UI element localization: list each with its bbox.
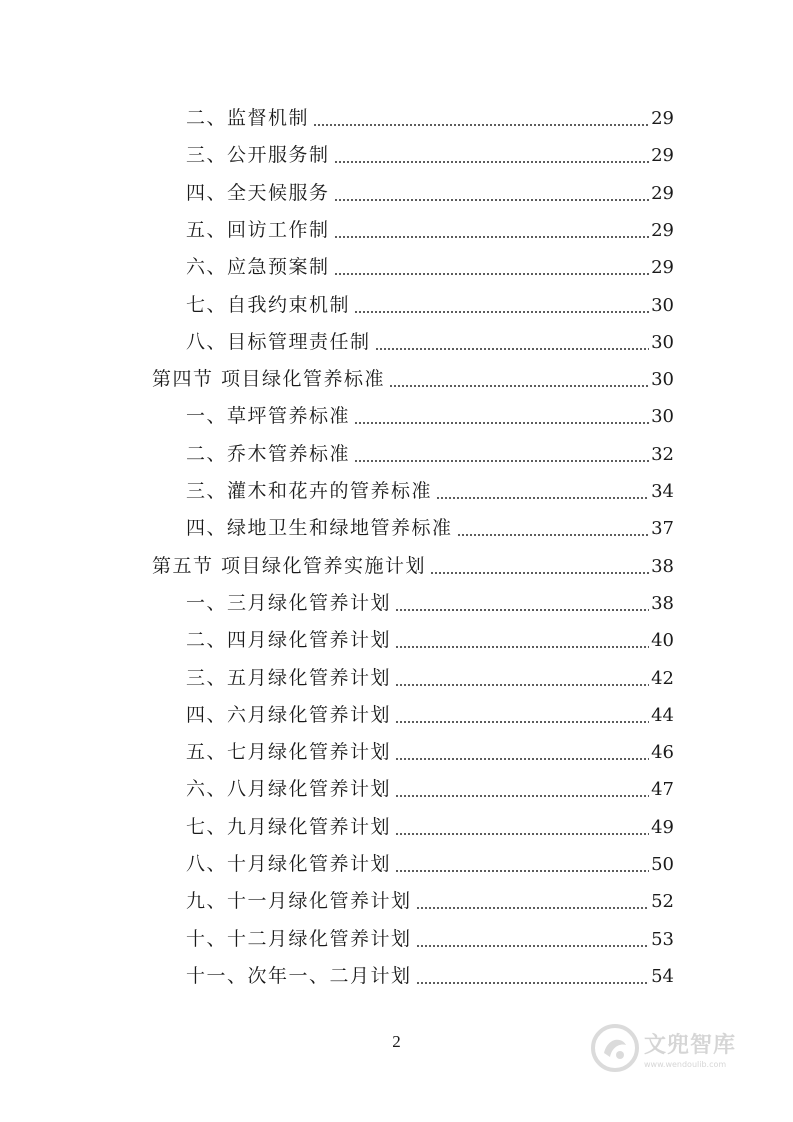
toc-entry-page: 54 [651, 966, 674, 987]
toc-entry[interactable] [186, 137, 674, 174]
toc-entry-title: 第四节 项目绿化管养标准 [152, 368, 386, 390]
toc-entry-page: 29 [651, 257, 674, 278]
toc-entry-title: 二、乔木管养标准 [186, 443, 351, 465]
toc-dot-leader [375, 348, 650, 350]
toc-dot-leader [334, 161, 650, 163]
toc-entry-title: 八、目标管理责任制 [186, 331, 371, 353]
toc-dot-leader [334, 273, 650, 275]
toc-dot-leader [457, 534, 650, 536]
toc-entry-title: 七、九月绿化管养计划 [186, 816, 392, 838]
wendou-logo-icon [590, 1023, 640, 1073]
toc-dot-leader [395, 609, 649, 611]
toc-entry[interactable] [186, 846, 674, 883]
toc-entry-page: 30 [651, 369, 674, 390]
page-number: 2 [392, 1032, 401, 1051]
watermark-url: www.wendoulib.com [644, 1059, 727, 1069]
toc-entry-title: 三、五月绿化管养计划 [186, 667, 392, 689]
toc-entry-page: 30 [651, 332, 674, 353]
toc-entry[interactable] [186, 175, 674, 212]
toc-dot-leader [334, 236, 650, 238]
toc-dot-leader [395, 833, 649, 835]
toc-entry-title: 一、草坪管养标准 [186, 405, 351, 427]
toc-dot-leader [395, 721, 649, 723]
toc-entry-title: 四、绿地卫生和绿地管养标准 [186, 517, 453, 539]
toc-entry-title: 四、全天候服务 [186, 182, 330, 204]
toc-entry-page: 46 [651, 742, 674, 763]
toc-dot-leader [416, 982, 650, 984]
toc-entry[interactable] [186, 958, 674, 995]
toc-entry-page: 53 [651, 929, 674, 950]
toc-entry[interactable] [152, 548, 674, 585]
toc-dot-leader [354, 422, 649, 424]
toc-dot-leader [354, 311, 649, 313]
toc-entry-title: 第五节 项目绿化管养实施计划 [152, 555, 427, 577]
toc-entry-page: 30 [651, 295, 674, 316]
toc-dot-leader [395, 795, 649, 797]
toc-entry-page: 47 [651, 779, 674, 800]
toc-entry-page: 40 [651, 630, 674, 651]
toc-entry-page: 29 [651, 220, 674, 241]
toc-entry-title: 九、十一月绿化管养计划 [186, 890, 412, 912]
toc-dot-leader [416, 907, 650, 909]
toc-entry-page: 38 [651, 556, 674, 577]
toc-entry[interactable] [186, 622, 674, 659]
toc-entry-page: 38 [651, 593, 674, 614]
toc-dot-leader [430, 572, 649, 574]
toc-dot-leader [395, 684, 649, 686]
toc-entry-title: 七、自我约束机制 [186, 294, 351, 316]
toc-entry[interactable] [186, 100, 674, 137]
toc-entry[interactable] [186, 212, 674, 249]
toc-entry-title: 五、七月绿化管养计划 [186, 741, 392, 763]
toc-entry-title: 三、公开服务制 [186, 144, 330, 166]
toc-dot-leader [334, 199, 650, 201]
toc-entry-page: 29 [651, 145, 674, 166]
toc-entry[interactable] [186, 585, 674, 622]
toc-entry-title: 六、应急预案制 [186, 256, 330, 278]
toc-entry-title: 四、六月绿化管养计划 [186, 704, 392, 726]
toc-dot-leader [395, 870, 649, 872]
toc-entry-page: 37 [651, 518, 674, 539]
toc-entry-title: 十一、次年一、二月计划 [186, 965, 412, 987]
watermark [590, 1018, 760, 1078]
toc-entry-page: 29 [651, 183, 674, 204]
toc-entry[interactable] [186, 398, 674, 435]
toc-dot-leader [395, 758, 649, 760]
toc-entry[interactable] [186, 809, 674, 846]
toc-entry-page: 50 [651, 854, 674, 875]
toc-entry[interactable] [152, 361, 674, 398]
toc-entry-page: 34 [651, 481, 674, 502]
toc-dot-leader [354, 460, 649, 462]
toc-entry-title: 三、灌木和花卉的管养标准 [186, 480, 433, 502]
toc-entry-title: 一、三月绿化管养计划 [186, 592, 392, 614]
toc-entry-page: 44 [651, 705, 674, 726]
toc-entry[interactable] [186, 287, 674, 324]
toc-entry-page: 30 [651, 406, 674, 427]
toc-entry[interactable] [186, 436, 674, 473]
toc-dot-leader [416, 945, 650, 947]
toc-entry[interactable] [186, 921, 674, 958]
watermark-name: 文兜智库 [644, 1032, 737, 1058]
toc-dot-leader [313, 124, 649, 126]
toc-entry-page: 52 [651, 891, 674, 912]
toc-entry-title: 六、八月绿化管养计划 [186, 778, 392, 800]
toc-entry-page: 49 [651, 817, 674, 838]
toc-entry-title: 十、十二月绿化管养计划 [186, 928, 412, 950]
toc-dot-leader [389, 385, 649, 387]
toc-entry[interactable] [186, 883, 674, 920]
toc-entry[interactable] [186, 734, 674, 771]
toc-entry-page: 32 [651, 444, 674, 465]
toc-entry-title: 五、回访工作制 [186, 219, 330, 241]
toc-entry-page: 42 [651, 668, 674, 689]
toc-entry[interactable] [186, 771, 674, 808]
toc-entry[interactable] [186, 249, 674, 286]
toc-entry-page: 29 [651, 108, 674, 129]
toc-dot-leader [436, 497, 649, 499]
toc-entry-title: 八、十月绿化管养计划 [186, 853, 392, 875]
toc-entry[interactable] [186, 324, 674, 361]
toc-entry-title: 二、监督机制 [186, 107, 310, 129]
toc-entry[interactable] [186, 697, 674, 734]
toc-entry[interactable] [186, 510, 674, 547]
toc-entry-title: 二、四月绿化管养计划 [186, 629, 392, 651]
toc-entry[interactable] [186, 660, 674, 697]
toc-dot-leader [395, 646, 649, 648]
toc-entry[interactable] [186, 473, 674, 510]
